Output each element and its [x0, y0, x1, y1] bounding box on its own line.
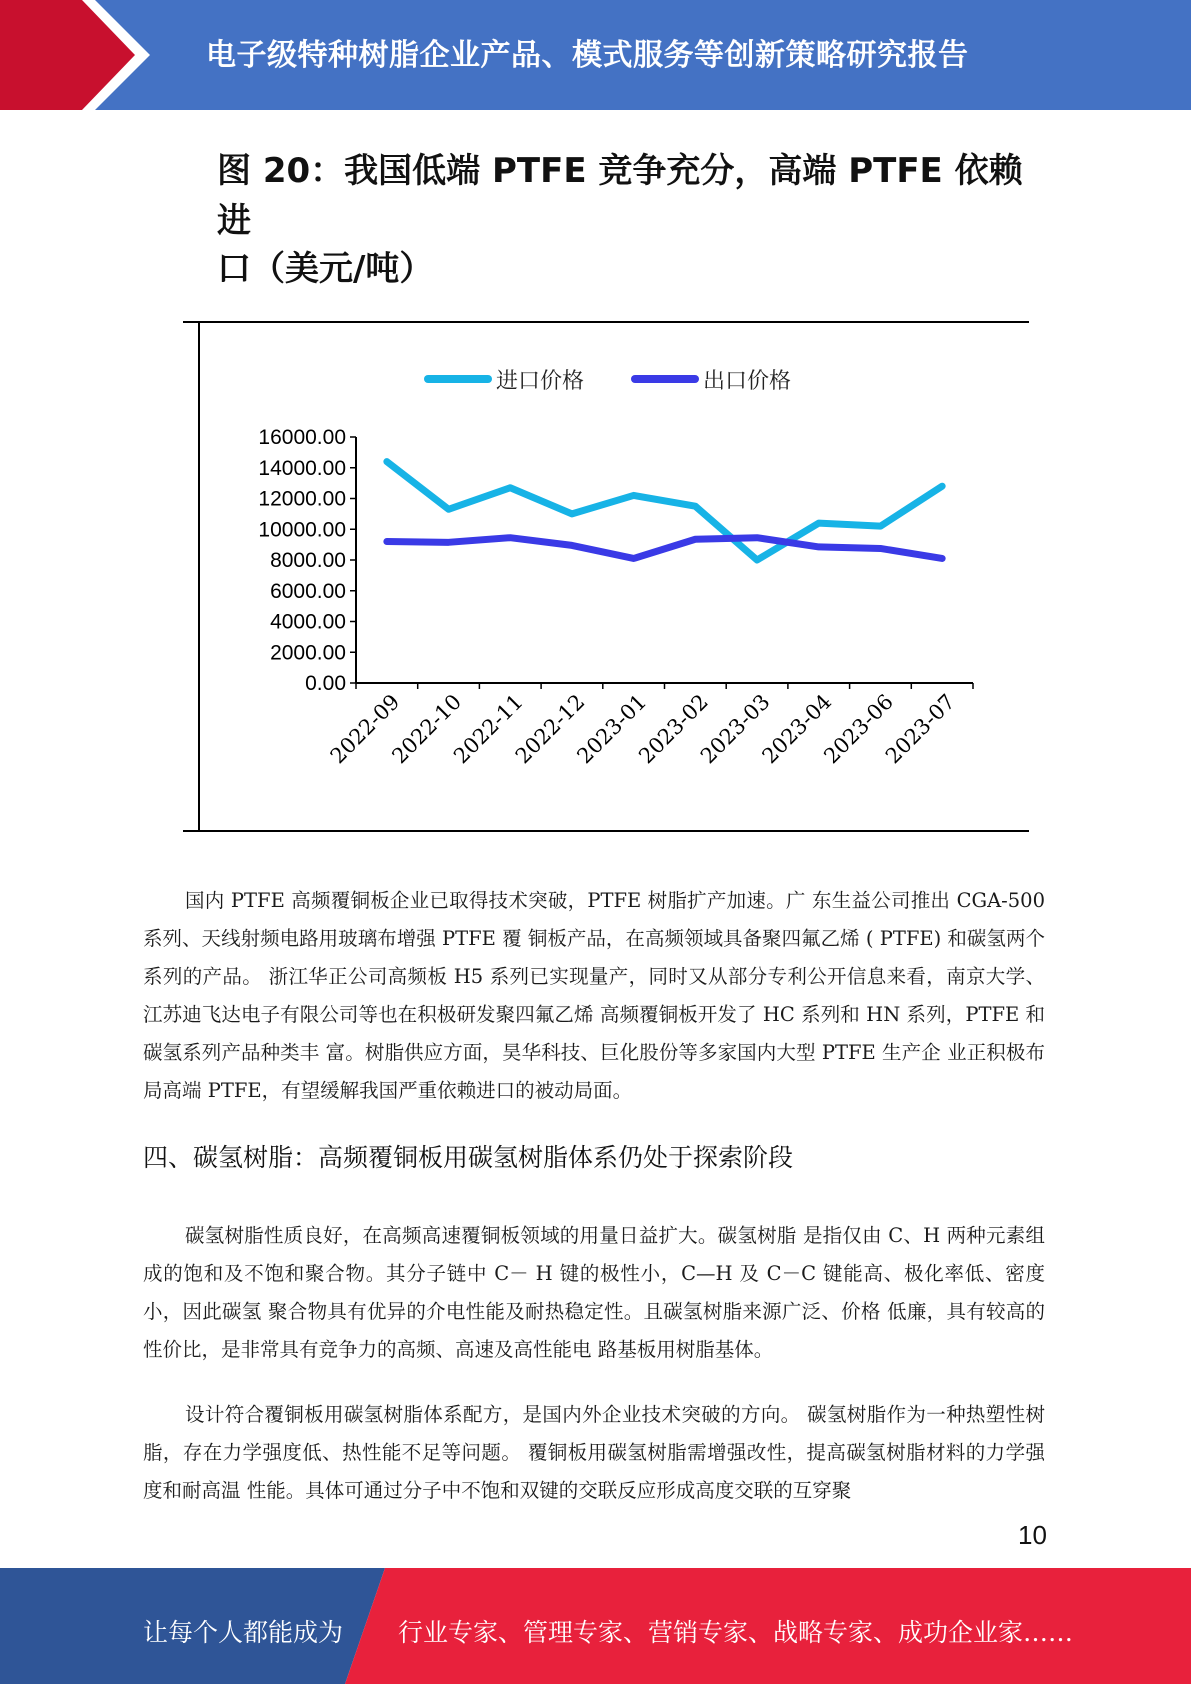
x-tick-label: 2022-09: [325, 689, 405, 769]
figure-caption-line1: 图 20：我国低端 PTFE 竞争充分，高端 PTFE 依赖进: [217, 151, 1023, 241]
price-chart: [183, 318, 1029, 834]
page-number: 10: [1018, 1520, 1047, 1550]
footer-slogan-left: 让每个人都能成为: [143, 1618, 344, 1647]
x-tick-label: 2022-10: [387, 689, 467, 769]
y-tick-label: 12000.00: [258, 487, 346, 511]
footer-banner: [0, 1568, 1191, 1684]
x-tick-label: 2023-04: [757, 689, 837, 769]
y-tick-label: 6000.00: [270, 579, 346, 603]
report-title: 电子级特种树脂企业产品、模式服务等创新策略研究报告: [206, 38, 969, 73]
header-banner: [0, 0, 1191, 110]
footer-slogan-right: 行业专家、管理专家、营销专家、战略专家、成功企业家……: [398, 1618, 1074, 1647]
y-tick-label: 10000.00: [258, 518, 346, 542]
chart-svg: [183, 318, 1029, 834]
legend-label: 出口价格: [703, 369, 792, 394]
figure-caption-line2: 口（美元/吨）: [217, 249, 434, 289]
y-tick-label: 2000.00: [270, 641, 346, 665]
y-tick-label: 14000.00: [258, 456, 346, 480]
x-tick-label: 2023-01: [572, 689, 652, 769]
section-title: 四、碳氢树脂：高频覆铜板用碳氢树脂体系仍处于探索阶段: [143, 1143, 794, 1172]
y-tick-label: 0.00: [305, 672, 346, 695]
legend-label: 进口价格: [496, 369, 585, 394]
paragraph-hydrocarbon-resin: 碳氢树脂性质良好，在高频高速覆铜板领域的用量日益扩大。碳氢树脂 是指仅由 C、H 两种元素组成的饱和及不饱和聚合物。其分子链中 C－ H 键的极性小，C—H 及 C－C 键能高、极化率低、密度小，因此碳氢 聚合物具有优异的介电性能及耐热稳定性。且碳氢树脂来源广泛、价格 低廉，具有较高的性价比，是非常具有竞争力的高频、高速及高性能电 路基板用树脂基体。: [143, 1224, 1045, 1361]
x-tick-label: 2023-06: [819, 689, 898, 769]
y-tick-label: 16000.00: [258, 426, 346, 449]
paragraph-formulation: 设计符合覆铜板用碳氢树脂体系配方，是国内外企业技术突破的方向。 碳氢树脂作为一种热塑性树脂，存在力学强度低、热性能不足等问题。 覆铜板用碳氢树脂需增强改性，提高碳氢树脂材料的力学强度和耐高温 性能。具体可通过分子中不饱和双键的交联反应形成高度交联的互穿聚: [143, 1403, 1045, 1502]
x-tick-label: 2023-07: [881, 689, 960, 769]
paragraph-ptfe: 国内 PTFE 高频覆铜板企业已取得技术突破，PTFE 树脂扩产加速。广 东生益公司推出 CGA-500 系列、天线射频电路用玻璃布增强 PTFE 覆 铜板产品，在高频领域具备聚四氟乙烯 ( PTFE) 和碳氢两个系列的产品。 浙江华正公司高频板 H5 系列已实现量产，同时又从部分专利公开信息来看，南京大学、江苏迪飞达电子有限公司等也在积极研发聚四氟乙烯 高频覆铜板开发了 HC 系列和 HN 系列，PTFE 和碳氢系列产品种类丰 富。树脂供应方面，昊华科技、巨化股份等多家国内大型 PTFE 生产企 业正积极布局高端 PTFE，有望缓解我国严重依赖进口的被动局面。: [143, 889, 1045, 1102]
x-tick-label: 2022-12: [510, 689, 590, 769]
y-tick-label: 8000.00: [270, 549, 346, 572]
x-tick-label: 2022-11: [449, 689, 528, 769]
x-tick-label: 2023-02: [634, 689, 713, 769]
y-tick-label: 4000.00: [270, 610, 346, 634]
x-tick-label: 2023-03: [695, 689, 775, 769]
figure-caption: [217, 146, 1037, 304]
series-line-export: [387, 538, 942, 559]
